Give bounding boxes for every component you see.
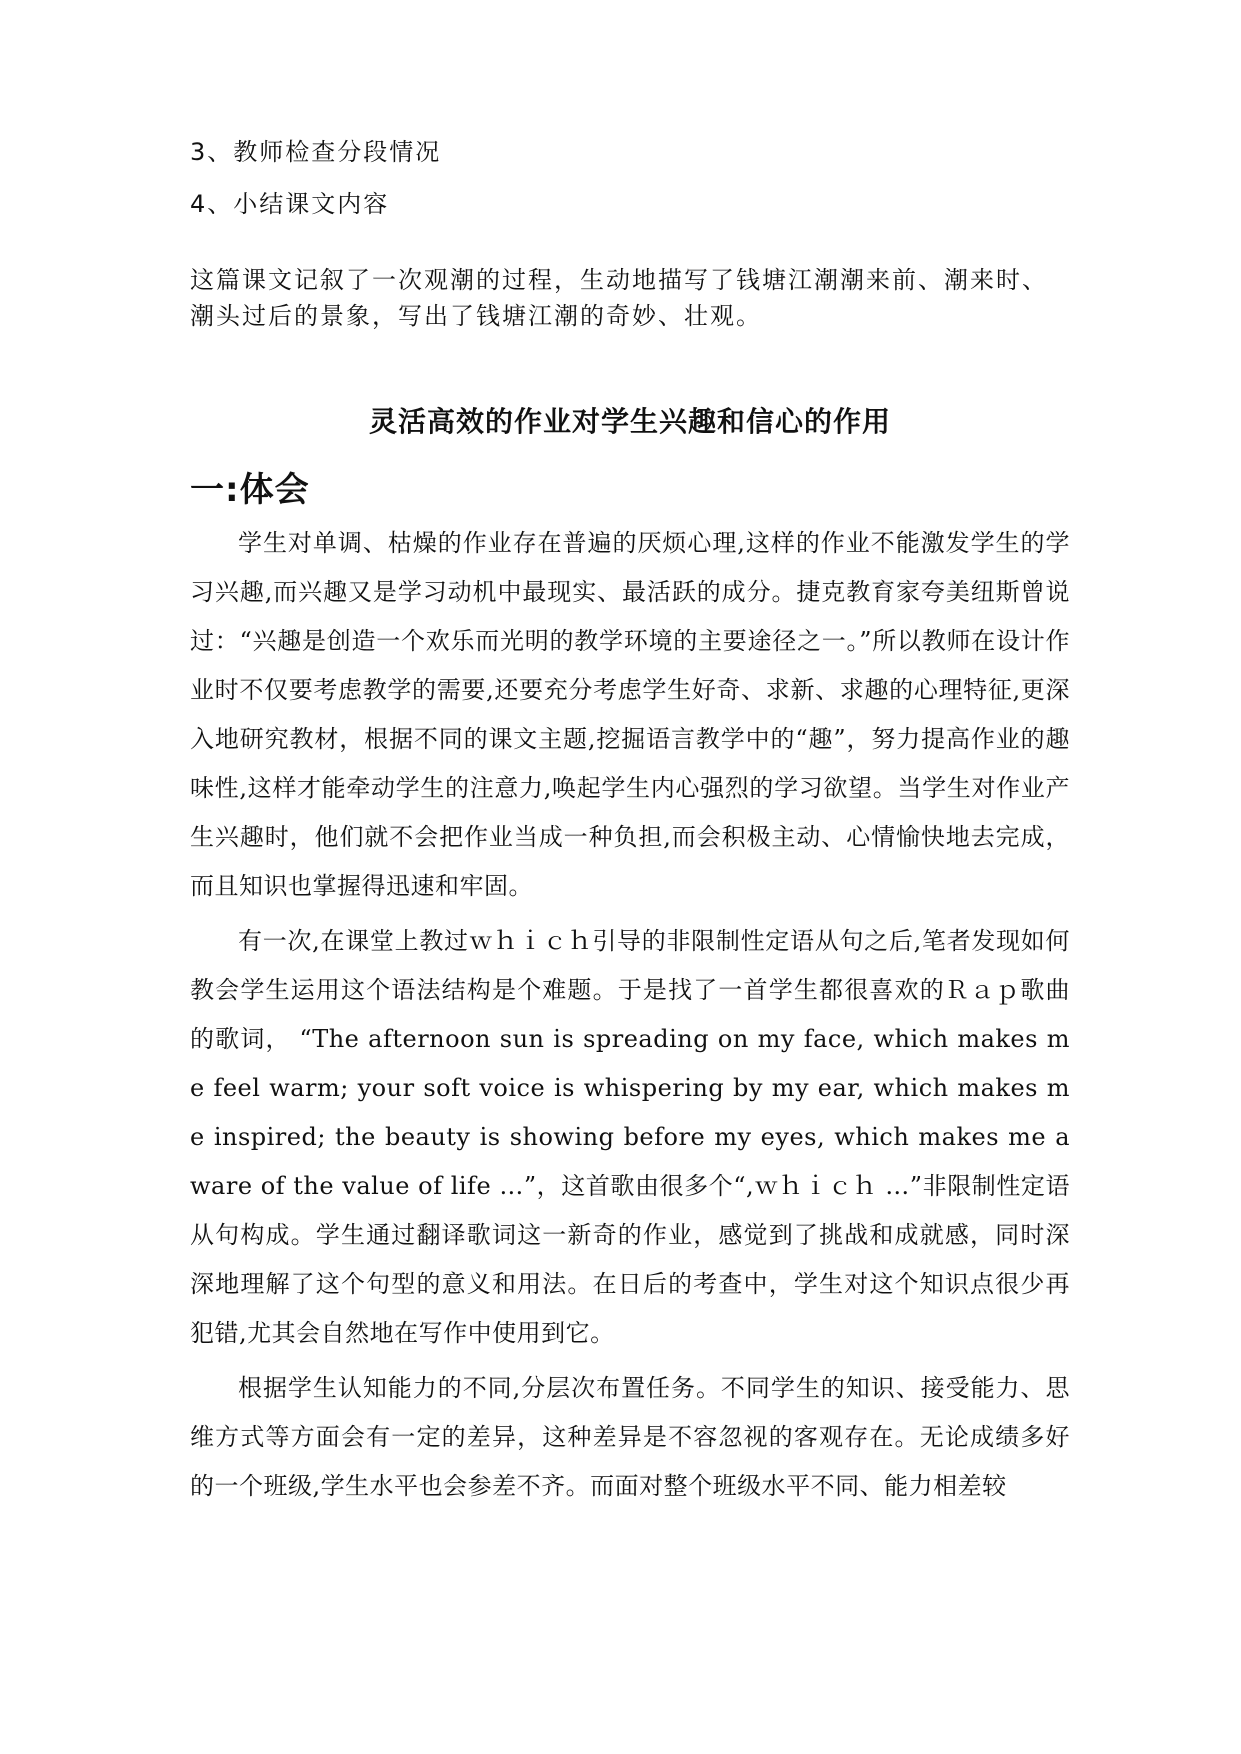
body-paragraph-2: 有一次,在课堂上教过ｗｈｉｃｈ引导的非限制性定语从句之后,笔者发现如何教会学生运用这个语法结构是个难题。于是找了一首学生都很喜欢的Ｒａｐ歌曲的歌词， “The afternoon sun is spreading on my face, which makes me feel warm; your soft voice is whispering by my ear, which makes me inspired; the beauty is showing before my eyes, which makes me aware of the value of life …”，这首歌由很多个“,ｗｈｉｃｈ …”非限制性定语从句构成。学生通过翻译歌词这一新奇的作业，感觉到了挑战和成就感，同时深深地理解了这个句型的意义和用法。在日后的考查中，学生对这个知识点很少再犯错,尤其会自然地在写作中使用到它。 [190, 927, 1070, 1347]
article-body [190, 519, 1070, 1511]
intro-summary: 这篇课文记叙了一次观潮的过程，生动地描写了钱塘江潮潮来前、潮来时、潮头过后的景象，写出了钱塘江潮的奇妙、壮观。 [190, 266, 1048, 330]
section-heading: 一:体会 [190, 470, 310, 510]
article-title: 灵活高效的作业对学生兴趣和信心的作用 [368, 405, 891, 438]
body-paragraph-3: 根据学生认知能力的不同,分层次布置任务。不同学生的知识、接受能力、思维方式等方面会有一定的差异，这种差异是不容忽视的客观存在。无论成绩多好的一个班级,学生水平也会参差不齐。而面对整个班级水平不同、能力相差较 [190, 1374, 1070, 1500]
body-paragraph-1: 学生对单调、枯燥的作业存在普遍的厌烦心理,这样的作业不能激发学生的学习兴趣,而兴趣又是学习动机中最现实、最活跃的成分。捷克教育家夸美纽斯曾说过：“兴趣是创造一个欢乐而光明的教学环境的主要途径之一。”所以教师在设计作业时不仅要考虑教学的需要,还要充分考虑学生好奇、求新、求趣的心理特征,更深入地研究教材，根据不同的课文主题,挖掘语言教学中的“趣”，努力提高作业的趣味性,这样才能牵动学生的注意力,唤起学生内心强烈的学习欲望。当学生对作业产生兴趣时，他们就不会把作业当成一种负担,而会积极主动、心情愉快地去完成，而且知识也掌握得迅速和牢固。 [190, 529, 1070, 900]
intro-step-4: 4、小结课文内容 [190, 190, 390, 218]
intro-step-3: 3、教师检查分段情况 [190, 138, 442, 166]
